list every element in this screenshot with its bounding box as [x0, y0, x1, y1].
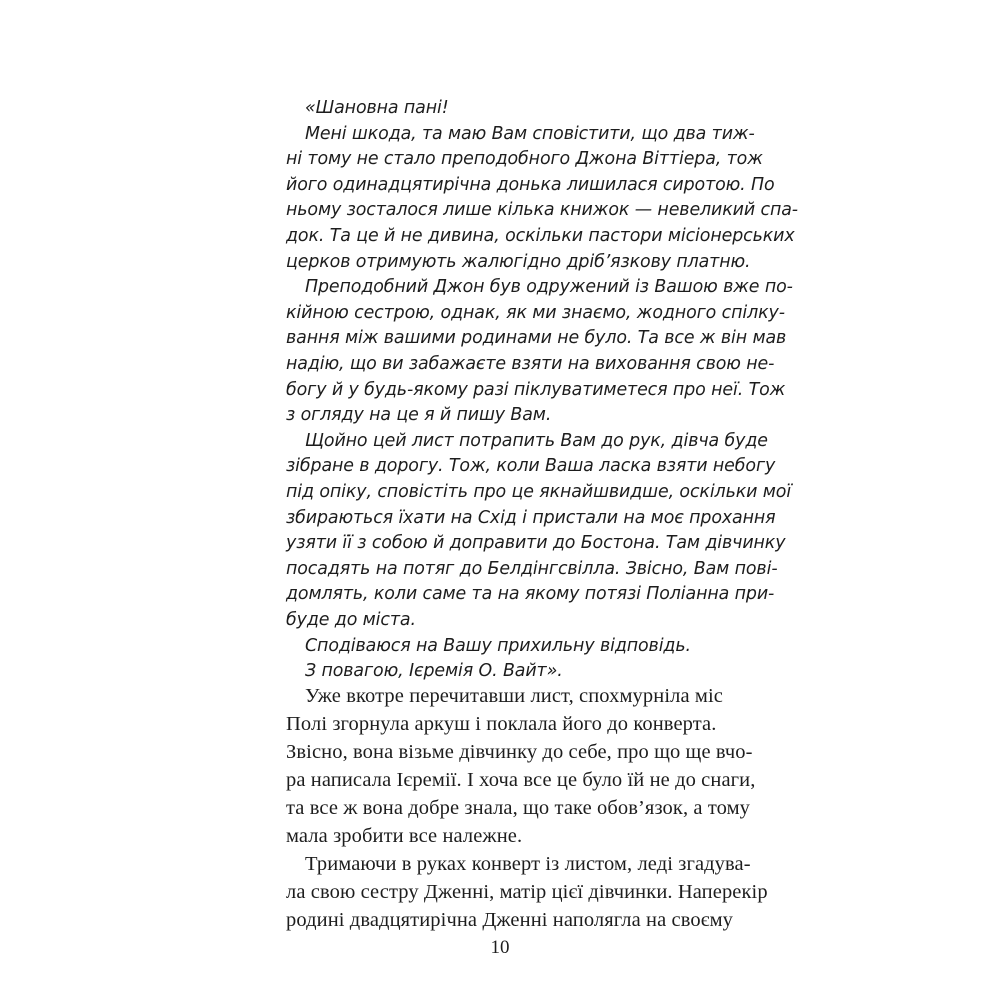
- letter-line: збираються їхати на Схід і пристали на моє прохання: [286, 507, 776, 528]
- letter-line: ньому зосталося лише кілька книжок — невеликий спа-: [286, 200, 798, 221]
- letter-salutation: «Шановна пані!: [305, 98, 449, 118]
- narrative-line: ла свою сестру Дженні, матір цієї дівчинки. Наперекір: [286, 881, 768, 903]
- letter-line: під опіку, сповістіть про це якнайшвидше, оскільки мої: [286, 482, 792, 502]
- narrative-line: Звісно, вона візьме дівчинку до себе, про що ще вчо-: [286, 741, 753, 763]
- letter-line: вання між вашими родинами не було. Та все ж він мав: [286, 328, 787, 349]
- letter-line: посадять на потяг до Белдінгсвілла. Звісно, Вам пові-: [286, 558, 778, 579]
- letter-line: з огляду на це я й пишу Вам.: [286, 405, 552, 426]
- letter-line: буде до міста.: [286, 610, 416, 630]
- page-number: 10: [490, 937, 510, 958]
- letter-line: його одинадцятирічна донька лишилася сиротою. По: [286, 174, 775, 195]
- letter-line: домлять, коли саме та на якому потязі Поліанна при-: [286, 584, 775, 605]
- letter-line: зібране в дорогу. Тож, коли Ваша ласка взяти небогу: [286, 456, 776, 477]
- letter-line: узяти її з собою й доправити до Бостона. Там дівчинку: [286, 533, 786, 554]
- letter-line: Щойно цей лист потрапить Вам до рук, дівча буде: [305, 430, 768, 451]
- narrative-line: ра написала Ієремії. І хоча все це було їй не до снаги,: [286, 769, 756, 791]
- narrative-line: Полі згорнула аркуш і поклала його до конверта.: [286, 713, 717, 735]
- letter-line: церков отримують жалюгідно дріб’язкову платню.: [286, 251, 751, 272]
- narrative-line: Уже вкотре перечитавши лист, спохмурніла міс: [305, 685, 723, 707]
- narrative-line: Тримаючи в руках конверт із листом, леді згадува-: [305, 853, 751, 875]
- narrative-line: мала зробити все належне.: [286, 825, 523, 847]
- letter-line: Преподобний Джон був одружений із Вашою вже по-: [305, 277, 793, 298]
- letter-line: Мені шкода, та маю Вам сповістити, що два тиж-: [305, 123, 755, 144]
- letter-line: надію, що ви забажаєте взяти на виховання свою не-: [286, 354, 775, 374]
- letter-line: богу й у будь-якому разі піклуватиметеся про неї. Тож: [286, 379, 786, 400]
- letter-line: ні тому не стало преподобного Джона Віттіера, тож: [286, 149, 763, 170]
- narrative-line: родині двадцятирічна Дженні наполягла на своєму: [286, 909, 734, 931]
- letter-line: кійною сестрою, однак, як ми знаємо, жодного спілку-: [286, 302, 785, 323]
- letter-signature: З повагою, Ієремія О. Вайт».: [305, 661, 563, 682]
- narrative-line: та все ж вона добре знала, що таке обов’язок, а тому: [286, 797, 750, 819]
- letter-closing: Сподіваюся на Вашу прихильну відповідь.: [305, 635, 691, 656]
- letter-line: док. Та це й не дивина, оскільки пастори місіонерських: [286, 226, 795, 246]
